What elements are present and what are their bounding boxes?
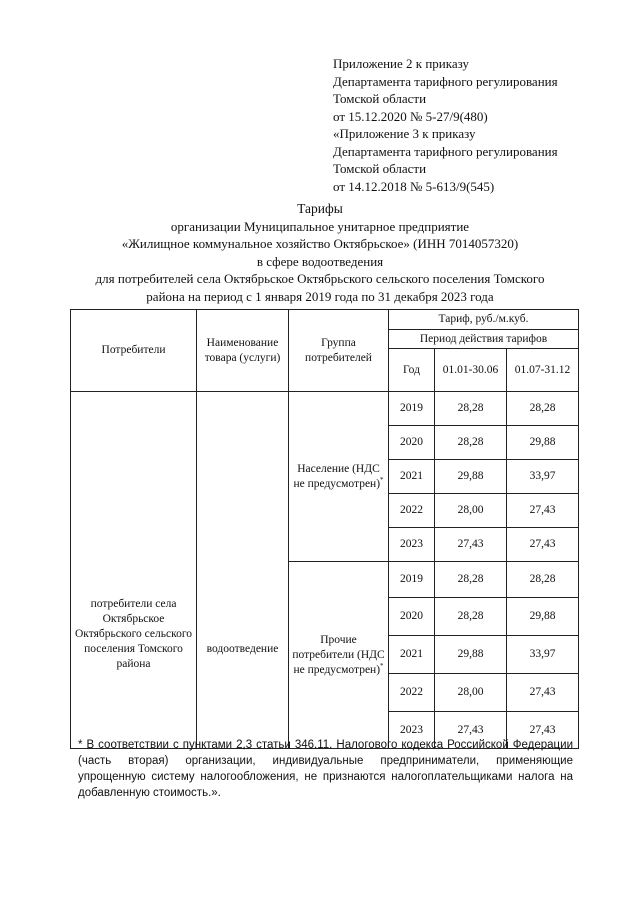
header-group: Группа потребителей: [289, 310, 389, 392]
header-period-2: 01.07-31.12: [507, 349, 579, 392]
group-name: Население (НДС не предусмотрен): [293, 462, 381, 490]
header-period-1: 01.01-30.06: [435, 349, 507, 392]
appendix-line: Томской области: [333, 91, 427, 106]
appendix-line: Приложение 2 к приказу: [333, 56, 470, 71]
header-tariff: Тариф, руб./м.куб.: [389, 310, 579, 330]
tariff-cell: 27,43: [507, 712, 579, 749]
title-line: «Жилищное коммунальное хозяйство Октябрьское» (ИНН 7014057320): [121, 236, 519, 251]
footnote-mark: *: [380, 661, 384, 670]
year-cell: 2021: [389, 460, 435, 494]
tariff-cell: 27,43: [507, 494, 579, 528]
year-cell: 2019: [389, 562, 435, 598]
title-line: в сфере водоотведения: [256, 253, 384, 269]
year-cell: 2023: [389, 528, 435, 562]
product-cell: водоотведение: [197, 392, 289, 749]
header-year: Год: [389, 349, 435, 392]
footnote: * В соответствии с пунктами 2,3 статьи 346.11. Налогового кодекса Российской Федерации (часть вторая) организации, индивидуальные предприниматели, применяющие упрощенную систему налогообложения, не признаются налогоплательщиками налога на добавленную стоимость.».: [78, 739, 573, 799]
tariff-cell: 27,43: [435, 712, 507, 749]
title-line: для потребителей села Октябрьское Октябрьского сельского поселения Томского: [95, 271, 545, 286]
tariff-cell: 27,43: [507, 528, 579, 562]
year-cell: 2020: [389, 598, 435, 636]
year-cell: 2022: [389, 494, 435, 528]
header-consumers: Потребители: [71, 310, 197, 392]
appendix-line: Томской области: [333, 161, 427, 176]
tariff-cell: 28,00: [435, 674, 507, 712]
appendix-line: Департамента тарифного регулирования: [333, 73, 558, 89]
year-cell: 2020: [389, 426, 435, 460]
tariff-table: [70, 309, 579, 749]
appendix-line: от 15.12.2020 № 5-27/9(480): [333, 108, 488, 124]
tariff-cell: 28,28: [507, 392, 579, 426]
year-cell: 2021: [389, 636, 435, 674]
footnote-mark: *: [380, 475, 384, 484]
tariff-cell: 33,97: [507, 636, 579, 674]
year-cell: 2019: [389, 392, 435, 426]
tariff-cell: 29,88: [435, 636, 507, 674]
tariff-cell: 33,97: [507, 460, 579, 494]
tariff-cell: 28,28: [435, 392, 507, 426]
appendix-line: Департамента тарифного регулирования: [333, 143, 558, 159]
tariff-cell: 28,28: [435, 562, 507, 598]
header-period: Период действия тарифов: [389, 330, 579, 349]
tariff-cell: 29,88: [435, 460, 507, 494]
appendix-reference: [333, 55, 633, 195]
appendix-line: от 14.12.2018 № 5-613/9(545): [333, 178, 495, 194]
tariff-cell: 29,88: [507, 598, 579, 636]
appendix-line: «Приложение 3 к приказу: [333, 126, 476, 141]
tariff-cell: 28,28: [435, 426, 507, 460]
year-cell: 2022: [389, 674, 435, 712]
tariff-cell: 29,88: [507, 426, 579, 460]
title-line: организации Муниципальное унитарное предприятие: [170, 218, 470, 234]
title-heading: Тарифы: [297, 201, 343, 216]
group-cell: [289, 392, 389, 562]
year-cell: 2023: [389, 712, 435, 749]
tariff-cell: 28,28: [435, 598, 507, 636]
tariff-cell: 27,43: [435, 528, 507, 562]
tariff-cell: 27,43: [507, 674, 579, 712]
document-title: [60, 200, 580, 305]
group-name: Прочие потребители (НДС не предусмотрен): [292, 633, 385, 676]
consumer-cell: потребители села Октябрьское Октябрьского сельского поселения Томского района: [71, 392, 197, 749]
header-product: Наименование товара (услуги): [197, 310, 289, 392]
title-line: района на период с 1 января 2019 года по 31 декабря 2023 года: [146, 288, 494, 304]
group-cell: [289, 562, 389, 749]
tariff-cell: 28,28: [507, 562, 579, 598]
tariff-cell: 28,00: [435, 494, 507, 528]
